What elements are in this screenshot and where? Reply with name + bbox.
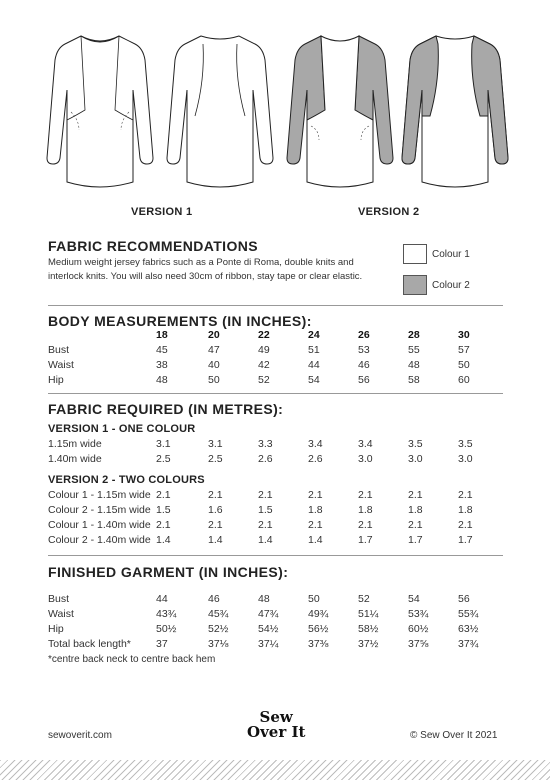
table-cell: 55 [408,344,420,356]
dress-sketch-v2-back [400,30,510,200]
finished-garment-title: FINISHED GARMENT (IN INCHES): [48,564,289,580]
table-cell: 37⅝ [408,638,429,650]
table-cell: 46 [208,593,220,605]
table-cell: 60 [458,374,470,386]
table-cell: 37¼ [258,638,279,650]
fabric-recommendations-title: FABRIC RECOMMENDATIONS [48,238,258,254]
table-cell: 37¾ [458,638,479,650]
table-cell: 47 [208,344,220,356]
size-header: 24 [308,329,320,341]
table-cell: 47¾ [258,608,279,620]
table-cell: 3.4 [358,438,373,450]
version-1-subtitle: VERSION 1 - ONE COLOUR [48,423,196,435]
table-cell: 3.3 [258,438,273,450]
row-label: Waist [48,359,74,371]
row-label: Hip [48,623,64,635]
table-cell: 2.6 [258,453,273,465]
table-cell: 2.1 [156,519,171,531]
copyright: © Sew Over It 2021 [410,730,498,741]
table-cell: 37½ [358,638,379,650]
table-cell: 2.1 [308,489,323,501]
table-cell: 3.0 [358,453,373,465]
row-label: Colour 1 - 1.15m wide [48,489,151,501]
table-cell: 56 [458,593,470,605]
table-cell: 58 [408,374,420,386]
table-cell: 38 [156,359,168,371]
table-cell: 2.1 [308,519,323,531]
table-cell: 48 [408,359,420,371]
table-cell: 50 [308,593,320,605]
table-cell: 54 [408,593,420,605]
table-cell: 52½ [208,623,229,635]
table-cell: 2.1 [458,519,473,531]
row-label: Colour 1 - 1.40m wide [48,519,151,531]
table-cell: 1.8 [358,504,373,516]
table-cell: 55¾ [458,608,479,620]
table-cell: 1.4 [258,534,273,546]
table-cell: 45¾ [208,608,229,620]
table-cell: 54 [308,374,320,386]
divider [48,305,503,306]
table-cell: 52 [258,374,270,386]
table-cell: 1.7 [358,534,373,546]
table-cell: 54½ [258,623,279,635]
table-cell: 51¼ [358,608,379,620]
size-header: 22 [258,329,270,341]
table-cell: 3.0 [408,453,423,465]
table-cell: 48 [258,593,270,605]
table-cell: 50½ [156,623,177,635]
table-cell: 3.0 [458,453,473,465]
table-cell: 44 [156,593,168,605]
size-header: 28 [408,329,420,341]
logo-line-1: Sew [259,708,293,726]
table-cell: 44 [308,359,320,371]
table-cell: 48 [156,374,168,386]
table-cell: 50 [458,359,470,371]
size-header: 30 [458,329,470,341]
table-cell: 60½ [408,623,429,635]
dress-sketch-v2-front [285,30,395,200]
table-cell: 63½ [458,623,479,635]
table-cell: 2.1 [258,519,273,531]
table-cell: 2.1 [358,519,373,531]
divider [48,393,503,394]
table-cell: 3.1 [156,438,171,450]
version-2-subtitle: VERSION 2 - TWO COLOURS [48,474,205,486]
footnote: *centre back neck to centre back hem [48,654,216,665]
table-cell: 56 [358,374,370,386]
table-cell: 52 [358,593,370,605]
table-cell: 1.5 [258,504,273,516]
table-cell: 57 [458,344,470,356]
size-header: 18 [156,329,168,341]
table-cell: 1.7 [408,534,423,546]
table-cell: 1.4 [156,534,171,546]
table-cell: 49¾ [308,608,329,620]
fabric-recommendations-line-2: interlock knits. You will also need 30cm of ribbon, stay tape or clear elastic. [48,271,363,282]
table-cell: 2.1 [156,489,171,501]
version-1-label: VERSION 1 [131,206,193,218]
divider [48,555,503,556]
colour-2-swatch [403,275,427,295]
table-cell: 3.4 [308,438,323,450]
table-cell: 3.5 [458,438,473,450]
table-cell: 1.4 [208,534,223,546]
row-label: Bust [48,593,70,605]
fabric-required-title: FABRIC REQUIRED (IN METRES): [48,401,284,417]
fabric-recommendations-line-1: Medium weight jersey fabrics such as a Ponte di Roma, double knits and [48,257,354,268]
table-cell: 2.5 [208,453,223,465]
body-measurements-title: BODY MEASUREMENTS (IN INCHES): [48,313,312,329]
row-label: Hip [48,374,64,386]
row-label: Total back length* [48,638,131,650]
brand-logo [247,710,305,740]
table-cell: 2.6 [308,453,323,465]
table-cell: 1.6 [208,504,223,516]
table-cell: 1.5 [156,504,171,516]
table-cell: 2.1 [258,489,273,501]
row-label: 1.15m wide [48,438,102,450]
table-cell: 56½ [308,623,329,635]
size-header: 26 [358,329,370,341]
table-cell: 2.1 [408,489,423,501]
table-cell: 53 [358,344,370,356]
table-cell: 37⅜ [308,638,329,650]
row-label: Colour 2 - 1.15m wide [48,504,151,516]
row-label: Colour 2 - 1.40m wide [48,534,151,546]
colour-1-swatch [403,244,427,264]
table-cell: 3.5 [408,438,423,450]
table-cell: 2.1 [208,489,223,501]
colour-2-label: Colour 2 [432,280,470,291]
table-cell: 45 [156,344,168,356]
size-header: 20 [208,329,220,341]
row-label: Bust [48,344,70,356]
table-cell: 43¾ [156,608,177,620]
table-cell: 1.7 [458,534,473,546]
table-cell: 1.8 [308,504,323,516]
table-cell: 2.1 [208,519,223,531]
table-cell: 2.1 [358,489,373,501]
table-cell: 46 [358,359,370,371]
table-cell: 2.1 [408,519,423,531]
table-cell: 1.4 [308,534,323,546]
table-cell: 49 [258,344,270,356]
table-cell: 3.1 [208,438,223,450]
row-label: Waist [48,608,74,620]
website-link[interactable]: sewoverit.com [48,730,112,741]
colour-1-label: Colour 1 [432,249,470,260]
table-cell: 37 [156,638,168,650]
row-label: 1.40m wide [48,453,102,465]
logo-line-2: Over It [247,723,306,741]
table-cell: 53¾ [408,608,429,620]
dress-sketch-v1-front [45,30,155,200]
table-cell: 51 [308,344,320,356]
table-cell: 1.8 [458,504,473,516]
table-cell: 40 [208,359,220,371]
version-2-label: VERSION 2 [358,206,420,218]
table-cell: 37⅛ [208,638,229,650]
table-cell: 42 [258,359,270,371]
table-cell: 1.8 [408,504,423,516]
dress-sketch-v1-back [165,30,275,200]
table-cell: 50 [208,374,220,386]
table-cell: 58½ [358,623,379,635]
decorative-stripe-band [0,760,550,780]
table-cell: 2.5 [156,453,171,465]
table-cell: 2.1 [458,489,473,501]
